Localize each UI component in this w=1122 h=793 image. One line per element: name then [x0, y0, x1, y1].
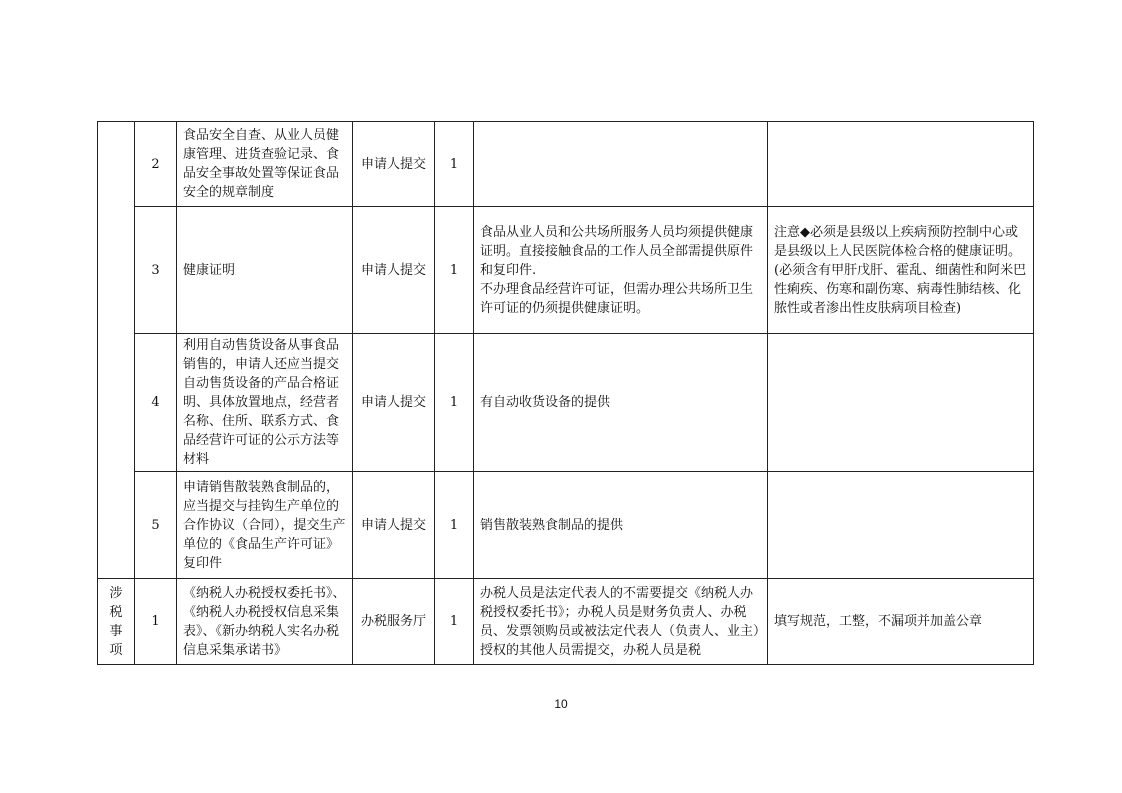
note-cell: 注意◆必须是县级以上疾病预防控制中心或是县级以上人民医院体检合格的健康证明。(必须含有甲肝戊肝、霍乱、细菌性和阿米巴性痢疾、伤寒和副伤寒、病毒性肺结核、化脓性或者渗出性皮肤病项目检查) — [768, 207, 1034, 334]
table-row — [98, 334, 1034, 472]
row-number: 5 — [135, 472, 177, 579]
source-cell: 申请人提交 — [353, 122, 435, 207]
material-cell: 健康证明 — [177, 207, 353, 334]
row-number: 3 — [135, 207, 177, 334]
material-cell: 申请销售散装熟食制品的，应当提交与挂钩生产单位的合作协议（合同），提交生产单位的《食品生产许可证》复印件 — [177, 472, 353, 579]
table-row — [98, 122, 1034, 207]
requirement-cell: 有自动收货设备的提供 — [474, 334, 768, 472]
material-cell: 食品安全自查、从业人员健康管理、进货查验记录、食品安全事故处置等保证食品安全的规章制度 — [177, 122, 353, 207]
note-cell — [768, 122, 1034, 207]
table-row — [98, 207, 1034, 334]
note-cell — [768, 334, 1034, 472]
category-cell-empty — [98, 122, 135, 579]
row-number: 2 — [135, 122, 177, 207]
material-cell: 利用自动售货设备从事食品销售的，申请人还应当提交自动售货设备的产品合格证明、具体放置地点，经营者名称、住所、联系方式、食品经营许可证的公示方法等材料 — [177, 334, 353, 472]
requirement-cell: 销售散装熟食制品的提供 — [474, 472, 768, 579]
category-cell: 涉税事项 — [98, 579, 135, 665]
material-cell: 《纳税人办税授权委托书》、《纳税人办税授权信息采集表》、《新办纳税人实名办税信息采集承诺书》 — [177, 579, 353, 665]
table-row — [98, 472, 1034, 579]
note-cell — [768, 472, 1034, 579]
count-cell: 1 — [435, 207, 474, 334]
row-number: 4 — [135, 334, 177, 472]
requirements-table — [97, 121, 1034, 665]
requirement-cell: 食品从业人员和公共场所服务人员均须提供健康证明。直接接触食品的工作人员全部需提供原件和复印件. 不办理食品经营许可证，但需办理公共场所卫生许可证的仍须提供健康证明。 — [474, 207, 768, 334]
count-cell: 1 — [435, 334, 474, 472]
source-cell: 申请人提交 — [353, 334, 435, 472]
count-cell: 1 — [435, 472, 474, 579]
requirement-cell: 办税人员是法定代表人的不需要提交《纳税人办税授权委托书》；办税人员是财务负责人、办税员、发票领购员或被法定代表人（负责人、业主）授权的其他人员需提交，办税人员是税 — [474, 579, 768, 665]
count-cell: 1 — [435, 122, 474, 207]
row-number: 1 — [135, 579, 177, 665]
page-number: 10 — [554, 697, 568, 711]
requirement-cell — [474, 122, 768, 207]
count-cell: 1 — [435, 579, 474, 665]
source-cell: 申请人提交 — [353, 207, 435, 334]
source-cell: 申请人提交 — [353, 472, 435, 579]
source-cell: 办税服务厅 — [353, 579, 435, 665]
note-cell: 填写规范，工整，不漏项并加盖公章 — [768, 579, 1034, 665]
table-row — [98, 579, 1034, 665]
